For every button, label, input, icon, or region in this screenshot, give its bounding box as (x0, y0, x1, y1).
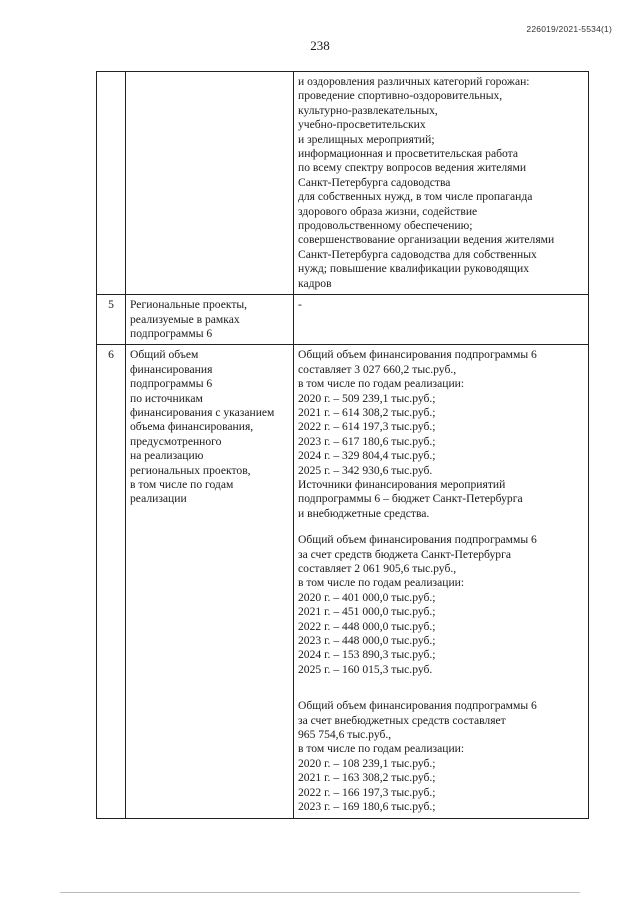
passport-table (96, 71, 589, 819)
text-line: подпрограммы 6 – бюджет Санкт-Петербурга (298, 492, 523, 506)
text-line: 2024 г. – 329 804,4 тыс.руб.; (298, 449, 436, 463)
text-line: на реализацию (130, 449, 204, 463)
text-line: 2021 г. – 163 308,2 тыс.руб.; (298, 771, 436, 785)
text-line: 2022 г. – 166 197,3 тыс.руб.; (298, 785, 436, 799)
text-line: и оздоровления различных категорий горожан: (298, 75, 530, 88)
text-line: в том числе по годам реализации: (298, 576, 465, 590)
text-line: 2023 г. – 448 000,0 тыс.руб.; (298, 634, 436, 648)
dash-value: - (298, 298, 302, 312)
text-line: 2020 г. – 401 000,0 тыс.руб.; (298, 590, 436, 604)
text-line: 2023 г. – 169 180,6 тыс.руб.; (298, 800, 436, 814)
text-line: и внебюджетные средства. (298, 506, 430, 520)
text-line: нужд; повышение квалификации руководящих (298, 262, 529, 276)
row-content-cell (294, 72, 589, 295)
text-line: в том числе по годам (130, 477, 234, 491)
text-line: реализации (130, 492, 187, 506)
financing-offbudget-block (298, 699, 584, 814)
text-line: Региональные проекты, (130, 298, 248, 312)
document-id: 226019/2021-5534(1) (526, 24, 612, 34)
page-bottom-rule (60, 892, 580, 893)
text-line: региональных проектов, (130, 463, 251, 477)
text-line: объема финансирования, (130, 420, 254, 434)
text-line: здорового образа жизни, содействие (298, 204, 478, 218)
row-number-cell: 5 (97, 295, 126, 345)
text-line: культурно-развлекательных, (298, 103, 438, 117)
text-line: проведение спортивно-оздоровительных, (298, 89, 503, 103)
text-line: Общий объем финансирования подпрограммы 6 (298, 533, 537, 547)
text-line: составляет 3 027 660,2 тыс.руб., (298, 362, 457, 376)
text-line: за счет средств бюджета Санкт-Петербурга (298, 547, 511, 561)
row-label-cell (126, 345, 294, 818)
text-line: 2020 г. – 509 239,1 тыс.руб.; (298, 391, 436, 405)
text-line: предусмотренного (130, 434, 222, 448)
text-line: для собственных нужд, в том числе пропаганда (298, 190, 533, 204)
text-line: Общий объем финансирования подпрограммы 6 (298, 348, 537, 362)
text-line: в том числе по годам реализации: (298, 742, 465, 756)
text-line: подпрограммы 6 (130, 326, 213, 340)
text-line: учебно-просветительских (298, 118, 426, 132)
row-label-cell (126, 295, 294, 345)
text-line: 2021 г. – 614 308,2 тыс.руб.; (298, 405, 436, 419)
text-line: 2025 г. – 160 015,3 тыс.руб. (298, 662, 433, 676)
text-line: реализуемые в рамках (130, 312, 240, 326)
text-line: 2025 г. – 342 930,6 тыс.руб. (298, 463, 433, 477)
financing-total-block (298, 348, 584, 521)
text-line: и зрелищных мероприятий; (298, 132, 435, 146)
text-line: финансирования (130, 362, 213, 376)
text-line: в том числе по годам реализации: (298, 377, 465, 391)
row-number-cell: 6 (97, 345, 126, 818)
text-line: Общий объем (130, 348, 199, 362)
text-line: составляет 2 061 905,6 тыс.руб., (298, 562, 457, 575)
page-number: 238 (310, 38, 330, 53)
text-line: совершенствование организации ведения жителями (298, 233, 555, 247)
table-row-continued (97, 72, 589, 295)
text-line: Санкт-Петербурга садоводства для собственных (298, 247, 537, 261)
row-number-cell (97, 72, 126, 295)
table-row-6 (97, 345, 589, 818)
text-line: информационная и просветительская работа (298, 147, 518, 161)
text-line: 2020 г. – 108 239,1 тыс.руб.; (298, 756, 436, 770)
text-line: 2021 г. – 451 000,0 тыс.руб.; (298, 605, 436, 619)
text-line: Источники финансирования мероприятий (298, 477, 506, 491)
table-row-5 (97, 295, 589, 345)
text-line: Общий объем финансирования подпрограммы 6 (298, 699, 537, 713)
text-line: подпрограммы 6 (130, 377, 213, 391)
text-line: Санкт-Петербурга садоводства (298, 175, 451, 189)
row-label-cell (126, 72, 294, 295)
label-lines (130, 298, 289, 341)
text-line: по источникам (130, 391, 203, 405)
content-lines (298, 75, 584, 291)
text-line: 2024 г. – 153 890,3 тыс.руб.; (298, 648, 436, 662)
text-line: 2022 г. – 614 197,3 тыс.руб.; (298, 420, 436, 434)
text-line: по всему спектру вопросов ведения жителями (298, 161, 527, 175)
text-line: 2022 г. – 448 000,0 тыс.руб.; (298, 619, 436, 633)
text-line: за счет внебюджетных средств составляет (298, 713, 506, 727)
row-content-cell (294, 295, 589, 345)
text-line: продовольственному обеспечению; (298, 219, 473, 233)
row-content-cell (294, 345, 589, 818)
label-lines (130, 348, 289, 506)
text-line: кадров (298, 276, 332, 290)
text-line: 965 754,6 тыс.руб., (298, 728, 392, 742)
text-line: финансирования с указанием (130, 405, 275, 419)
text-line: 2023 г. – 617 180,6 тыс.руб.; (298, 434, 436, 448)
financing-budget-block (298, 533, 584, 677)
